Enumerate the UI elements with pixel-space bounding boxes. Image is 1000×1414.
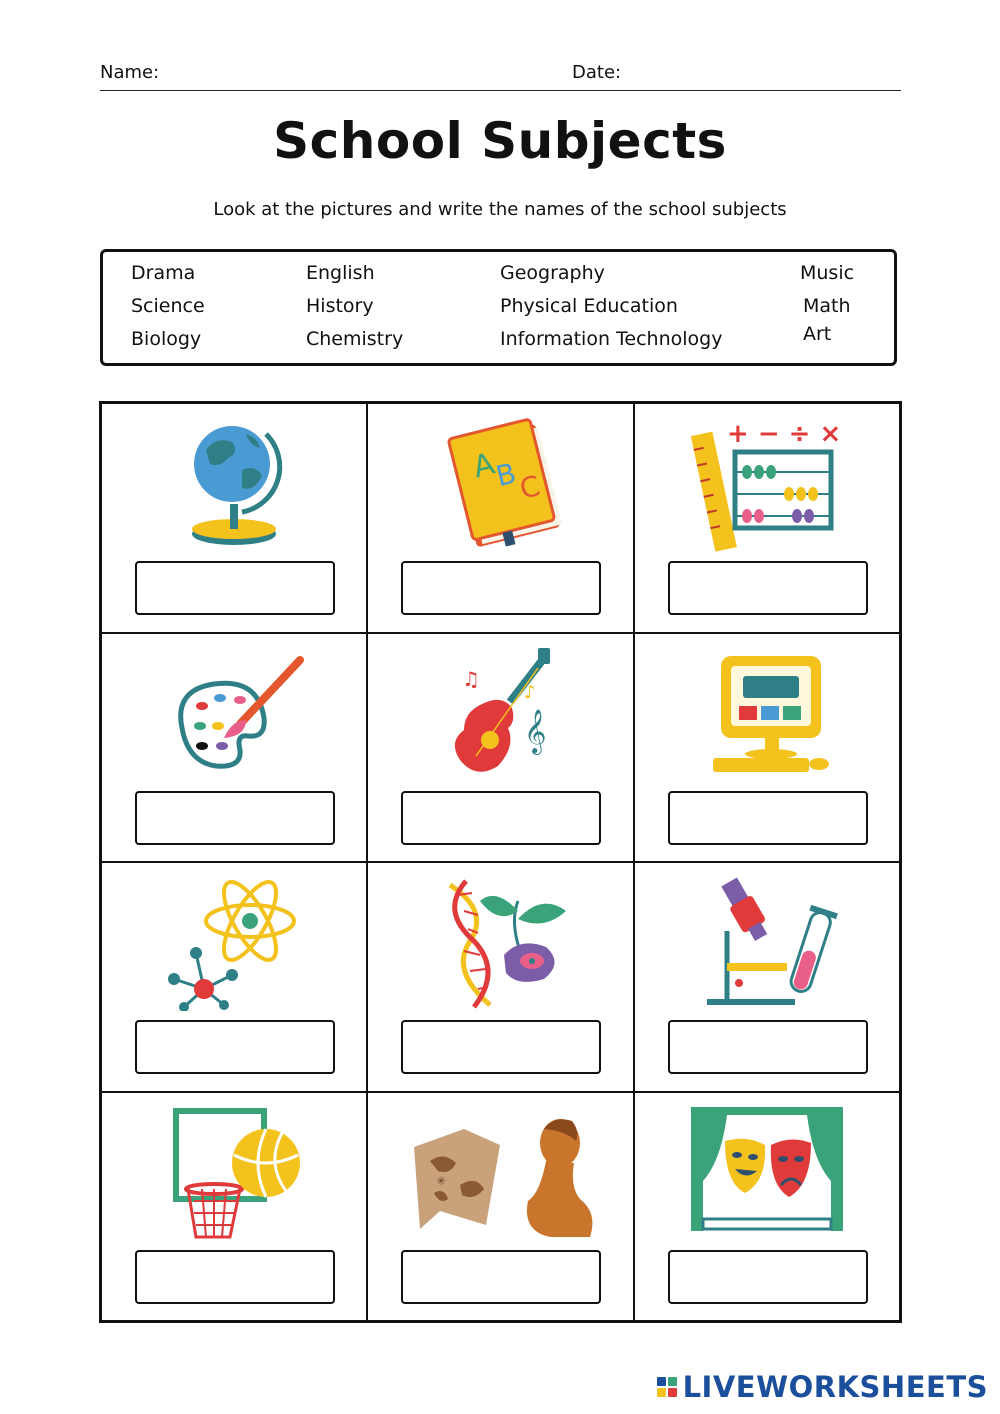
basketball-hoop-icon [154, 1101, 314, 1241]
picture-cell [101, 633, 367, 863]
answer-box[interactable] [135, 561, 335, 615]
svg-text:♪: ♪ [524, 681, 536, 703]
logo-mark-icon [657, 1377, 677, 1397]
picture-cell [101, 862, 367, 1092]
answer-box[interactable] [401, 561, 601, 615]
word-bank-item: Music [800, 262, 855, 284]
word-bank-item: Math [803, 295, 851, 317]
svg-text:+ − ÷ ×: + − ÷ × [726, 419, 842, 449]
computer-icon [687, 642, 847, 782]
answer-box[interactable] [135, 1250, 335, 1304]
picture-cell [634, 403, 900, 633]
picture-cell [367, 403, 633, 633]
svg-text:𝄞: 𝄞 [524, 708, 547, 753]
picture-cell [101, 1092, 367, 1322]
guitar-notes-icon [420, 642, 580, 782]
picture-cell [634, 633, 900, 863]
answer-box[interactable] [668, 561, 868, 615]
picture-grid [99, 401, 902, 1323]
answer-box[interactable] [668, 791, 868, 845]
picture-cell [367, 862, 633, 1092]
theater-masks-icon [687, 1101, 847, 1241]
svg-text:♫: ♫ [462, 666, 481, 691]
answer-box[interactable] [401, 1250, 601, 1304]
answer-box[interactable] [668, 1250, 868, 1304]
answer-box[interactable] [135, 791, 335, 845]
picture-cell [367, 1092, 633, 1322]
svg-text:B: B [493, 456, 520, 494]
word-bank-item: Biology [131, 328, 202, 350]
answer-box[interactable] [401, 791, 601, 845]
ruler-abacus-icon [687, 412, 847, 552]
liveworksheets-logo[interactable] [657, 1370, 988, 1404]
dna-plant-cell-icon [420, 871, 580, 1011]
paint-palette-icon [154, 642, 314, 782]
word-bank-item: Information Technology [500, 328, 723, 350]
word-bank-item: Geography [500, 262, 605, 284]
word-bank-item: Drama [131, 262, 196, 284]
word-bank-item: English [306, 262, 375, 284]
microscope-test-tube-icon [687, 871, 847, 1011]
svg-text:✳: ✳ [436, 1173, 447, 1188]
svg-text:C: C [516, 469, 544, 506]
picture-cell [634, 862, 900, 1092]
word-bank-item: Physical Education [500, 295, 678, 317]
globe-icon [154, 412, 314, 552]
worksheet-title: School Subjects [273, 112, 727, 170]
logo-text: LIVEWORKSHEETS [682, 1370, 988, 1404]
svg-text:A: A [470, 446, 499, 486]
date-label: Date: [572, 62, 622, 83]
atom-molecule-icon [154, 871, 314, 1011]
instructions: Look at the pictures and write the names of the school subjects [213, 199, 787, 220]
map-bust-icon [400, 1101, 600, 1241]
answer-box[interactable] [401, 1020, 601, 1074]
picture-cell [367, 633, 633, 863]
answer-box[interactable] [135, 1020, 335, 1074]
word-bank-item: Science [131, 295, 205, 317]
answer-box[interactable] [668, 1020, 868, 1074]
word-bank [100, 249, 897, 366]
abc-book-icon [420, 412, 580, 552]
word-bank-item: History [306, 295, 374, 317]
word-bank-item: Chemistry [306, 328, 404, 350]
header-rule [100, 90, 901, 91]
word-bank-item: Art [803, 323, 832, 345]
picture-cell [634, 1092, 900, 1322]
name-label: Name: [100, 62, 160, 83]
picture-cell [101, 403, 367, 633]
